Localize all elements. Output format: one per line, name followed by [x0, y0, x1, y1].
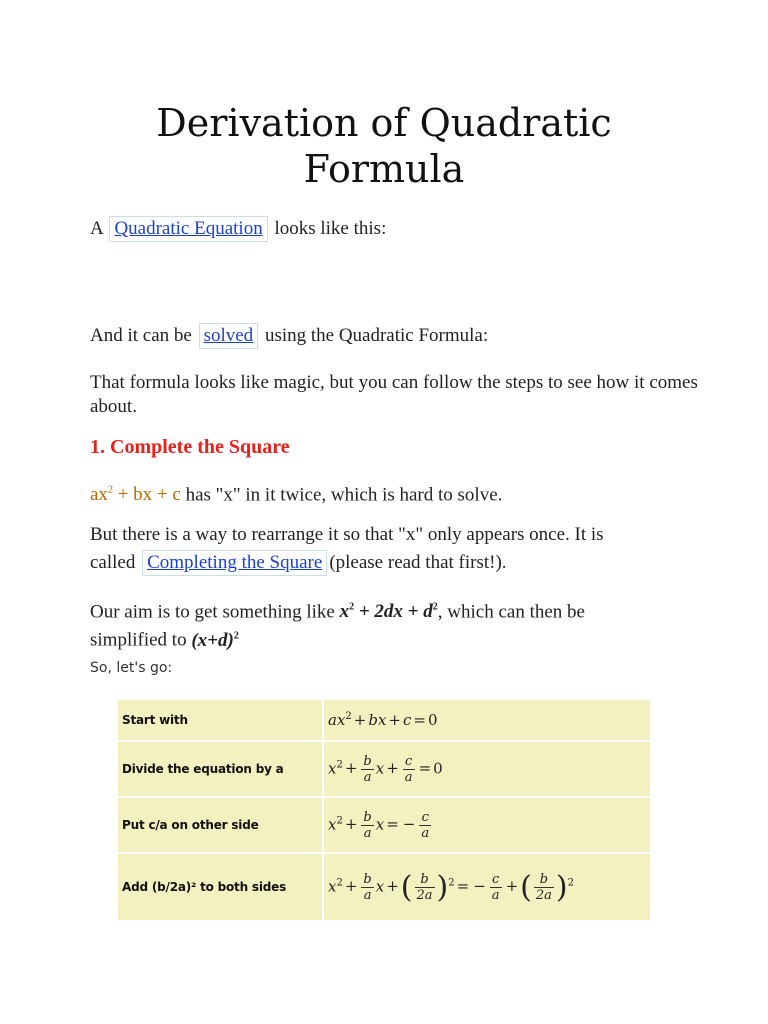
step-label: Put c/a on other side: [118, 798, 322, 852]
twice-paragraph: [90, 479, 710, 507]
aim-middle: , which can then be: [437, 601, 585, 623]
step-equation: $x^2$ + $\frac{b}{a}$ x + $\frac{c}{a}$ = 0: [324, 742, 650, 796]
aim-prefix: Our aim is to get something like: [90, 601, 340, 623]
derivation-steps-table: [116, 698, 652, 922]
step-equation: $x^2$ + $\frac{b}{a}$ x +( $\frac{b}{2a}$ )$^2$ = − $\frac{c}{a}$ +( $\frac{b}{2a}$ )$^2$: [324, 854, 650, 920]
lets-go-text: So, let's go:: [90, 660, 173, 676]
rearrange-line1: But there is a way to rearrange it so that "x" only appears once. It is: [90, 524, 604, 545]
solved-paragraph: [90, 323, 710, 349]
aim-simplified-expression: $(x+d)^2$: [191, 629, 239, 651]
rearrange-called: called: [90, 552, 136, 573]
magic-paragraph: That formula looks like magic, but you can follow the steps to see how it comes about.: [90, 372, 698, 417]
quadratic-equation-link[interactable]: Quadratic Equation: [114, 218, 263, 239]
solved-link[interactable]: solved: [203, 325, 254, 346]
step-equation: $ax^2$ + bx + c = 0: [324, 700, 650, 740]
completing-square-link-box[interactable]: [142, 550, 327, 576]
solved-suffix: using the Quadratic Formula:: [264, 325, 489, 346]
quadratic-equation-link-box[interactable]: [109, 216, 267, 242]
page-title: Derivation of Quadratic Formula: [156, 101, 612, 191]
step-label: Add (b/2a)² to both sides: [118, 854, 322, 920]
solved-link-box[interactable]: [199, 323, 259, 349]
table-row: [118, 854, 650, 920]
table-row: [118, 798, 650, 852]
completing-square-link[interactable]: Completing the Square: [147, 552, 323, 573]
quadratic-expression: $ax^2$ + bx + c: [90, 484, 181, 506]
section-heading: 1. Complete the Square: [90, 436, 290, 458]
step-label: Divide the equation by a: [118, 742, 322, 796]
intro-suffix: looks like this:: [274, 218, 387, 239]
table-row: [118, 700, 650, 740]
intro-paragraph: [90, 216, 710, 242]
step-equation: $x^2$ + $\frac{b}{a}$ x = − $\frac{c}{a}$: [324, 798, 650, 852]
intro-prefix: A: [90, 218, 103, 239]
step-label: Start with: [118, 700, 322, 740]
aim-line2: simplified to: [90, 629, 192, 651]
solved-prefix: And it can be: [90, 325, 192, 346]
twice-text: has "x" in it twice, which is hard to solve.: [180, 484, 503, 506]
rearrange-paragraph: [90, 521, 710, 577]
aim-paragraph: [90, 596, 710, 653]
aim-expression: $x^2 + 2dx + d^2$: [339, 601, 438, 623]
table-row: [118, 742, 650, 796]
rearrange-suffix: (please read that first!).: [329, 552, 507, 573]
